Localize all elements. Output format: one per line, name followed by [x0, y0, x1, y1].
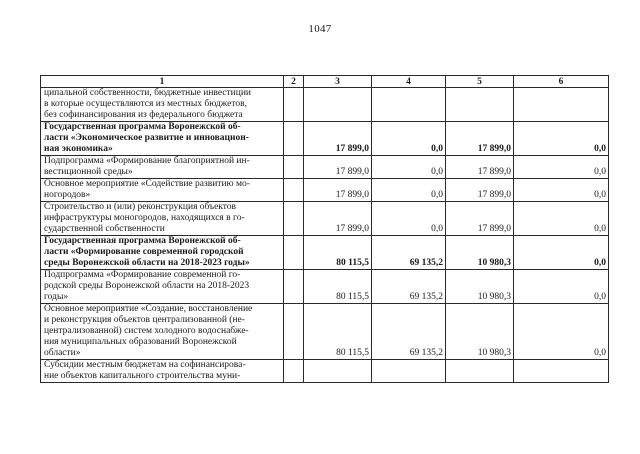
table-row [41, 122, 609, 156]
cell-col-4: 0,0 [372, 202, 446, 236]
cell-col-2 [284, 88, 304, 122]
cell-col-5: 17 899,0 [446, 122, 514, 156]
description-line: сударственной собственности [44, 224, 165, 234]
column-header-5: 5 [446, 76, 514, 88]
row-description [41, 304, 284, 360]
description-line: ногородов» [44, 190, 91, 200]
description-line: ласти «Формирование современной городской [44, 247, 244, 257]
description-line: централизованной) систем холодного водоснабже- [44, 326, 249, 336]
description-line: области» [44, 348, 81, 358]
row-description [41, 179, 284, 202]
description-line: Подпрограмма «Формирование благоприятной ин- [44, 156, 250, 166]
cell-col-5: 10 980,3 [446, 304, 514, 360]
page-number: 1047 [308, 23, 332, 35]
description-line: ная экономика» [44, 144, 113, 154]
cell-col-4 [372, 88, 446, 122]
table-row [41, 88, 609, 122]
description-line: родской среды Воронежской области на 2018-2023 [44, 281, 250, 291]
row-description [41, 122, 284, 156]
description-line: ние объектов капитального строительства муни- [44, 371, 241, 381]
table-row [41, 304, 609, 360]
row-description [41, 88, 284, 122]
cell-col-5: 17 899,0 [446, 179, 514, 202]
cell-col-2 [284, 304, 304, 360]
cell-col-6: 0,0 [514, 156, 609, 179]
description-line: без софинансирования из федерального бюджета [44, 110, 243, 120]
cell-col-3 [304, 88, 372, 122]
description-line: инфраструктуры моногородов, находящихся в го- [44, 213, 245, 223]
description-line: ципальной собственности, бюджетные инвестиции [44, 88, 251, 98]
description-line: вестиционной среды» [44, 167, 133, 177]
cell-col-4: 69 135,2 [372, 270, 446, 304]
description-line: Государственная программа Воронежской об- [44, 122, 241, 132]
description-line: и реконструкция объектов централизованной (не- [44, 315, 245, 325]
row-description [41, 360, 284, 383]
row-description [41, 202, 284, 236]
cell-col-4: 0,0 [372, 122, 446, 156]
cell-col-6: 0,0 [514, 179, 609, 202]
row-description [41, 156, 284, 179]
description-line: Основное мероприятие «Создание, восстановление [44, 304, 253, 314]
description-line: ния муниципальных образований Воронежской [44, 337, 237, 347]
column-header-6: 6 [514, 76, 609, 88]
table-row [41, 156, 609, 179]
cell-col-4: 69 135,2 [372, 304, 446, 360]
budget-table [40, 75, 609, 383]
cell-col-4 [372, 360, 446, 383]
description-line: Субсидии местным бюджетам на софинансирова- [44, 360, 246, 370]
cell-col-5 [446, 88, 514, 122]
cell-col-3: 17 899,0 [304, 156, 372, 179]
table-row [41, 360, 609, 383]
description-line: в которые осуществляются из местных бюджетов, [44, 99, 247, 109]
description-line: Подпрограмма «Формирование современной го- [44, 270, 241, 280]
cell-col-2 [284, 360, 304, 383]
table-header-row [41, 76, 609, 88]
cell-col-3 [304, 360, 372, 383]
cell-col-5: 10 980,3 [446, 270, 514, 304]
description-line: среды Воронежской области на 2018-2023 годы» [44, 258, 250, 268]
description-line: Государственная программа Воронежской об- [44, 236, 241, 246]
description-line: годы» [44, 292, 69, 302]
cell-col-6: 0,0 [514, 236, 609, 270]
cell-col-2 [284, 202, 304, 236]
row-description [41, 236, 284, 270]
cell-col-4: 0,0 [372, 179, 446, 202]
cell-col-3: 80 115,5 [304, 304, 372, 360]
cell-col-6: 0,0 [514, 270, 609, 304]
column-header-3: 3 [304, 76, 372, 88]
cell-col-3: 17 899,0 [304, 179, 372, 202]
cell-col-6: 0,0 [514, 202, 609, 236]
cell-col-6 [514, 88, 609, 122]
column-header-1: 1 [41, 76, 284, 88]
cell-col-5: 17 899,0 [446, 156, 514, 179]
table-row [41, 179, 609, 202]
description-line: ласти «Экономическое развитие и инновацион- [44, 133, 249, 143]
cell-col-5: 10 980,3 [446, 236, 514, 270]
cell-col-2 [284, 156, 304, 179]
cell-col-3: 80 115,5 [304, 236, 372, 270]
cell-col-2 [284, 236, 304, 270]
column-header-2: 2 [284, 76, 304, 88]
cell-col-3: 17 899,0 [304, 122, 372, 156]
cell-col-5: 17 899,0 [446, 202, 514, 236]
table-row [41, 202, 609, 236]
cell-col-2 [284, 122, 304, 156]
cell-col-4: 69 135,2 [372, 236, 446, 270]
table-row [41, 236, 609, 270]
cell-col-5 [446, 360, 514, 383]
column-header-4: 4 [372, 76, 446, 88]
cell-col-6: 0,0 [514, 304, 609, 360]
cell-col-6 [514, 360, 609, 383]
table-row [41, 270, 609, 304]
cell-col-6: 0,0 [514, 122, 609, 156]
description-line: Строительство и (или) реконструкция объектов [44, 202, 237, 212]
description-line: Основное мероприятие «Содействие развитию мо- [44, 179, 250, 189]
row-description [41, 270, 284, 304]
cell-col-2 [284, 270, 304, 304]
cell-col-3: 80 115,5 [304, 270, 372, 304]
cell-col-2 [284, 179, 304, 202]
cell-col-4: 0,0 [372, 156, 446, 179]
cell-col-3: 17 899,0 [304, 202, 372, 236]
